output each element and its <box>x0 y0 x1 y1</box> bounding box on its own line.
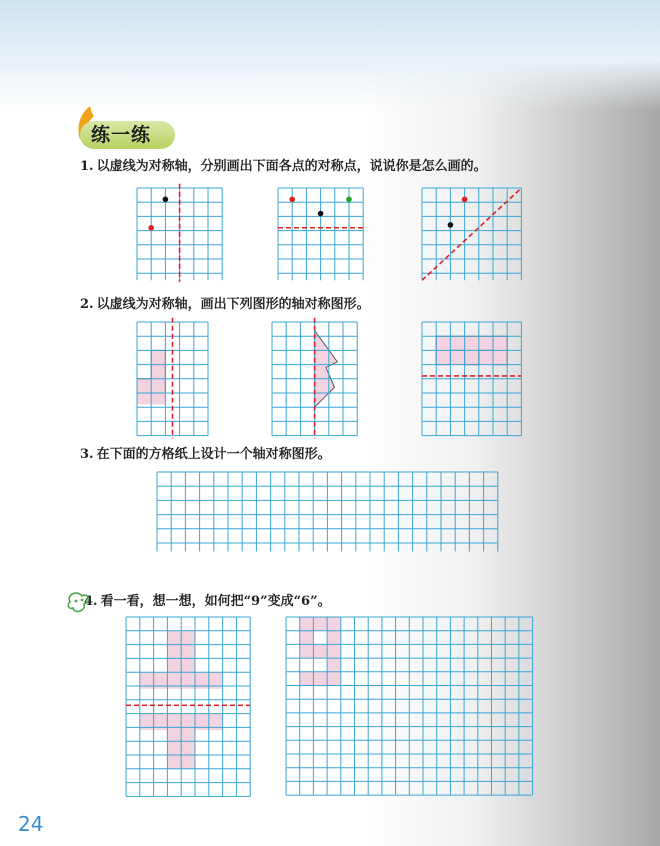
question-text: 以虚线为对称轴，画出下列图形的轴对称图形。 <box>96 297 370 312</box>
question-text: 看一看，想一想，如何把“9”变成“6”。 <box>100 594 331 609</box>
marked-point <box>346 197 352 203</box>
page-header-gradient <box>0 0 660 110</box>
section-title: 练一练 <box>91 124 152 146</box>
q2-grid-shape-arrow <box>272 322 358 434</box>
q1-grid-diagonal-axis <box>422 188 522 280</box>
shape-fill-cell <box>300 644 341 658</box>
question-text: 在下面的方格纸上设计一个轴对称图形。 <box>96 447 331 462</box>
question-2 <box>80 296 370 314</box>
marked-point <box>448 222 454 228</box>
marked-point <box>289 197 295 203</box>
q2-grid-shape-left <box>137 322 209 434</box>
q4-grid-shang-xia <box>126 617 252 797</box>
shape-polygon <box>315 331 338 408</box>
q1-grid-vertical-axis <box>137 188 223 280</box>
question-number: 4. <box>84 594 98 609</box>
marked-point <box>148 225 154 231</box>
page-number: 24 <box>18 812 44 836</box>
question-3 <box>80 446 331 464</box>
question-number: 1. <box>80 159 94 174</box>
marked-point <box>318 211 324 217</box>
thinking-face-icon <box>64 588 94 618</box>
marked-point <box>163 197 169 203</box>
question-number: 3. <box>80 447 94 462</box>
q2-grid-shape-top <box>422 322 522 434</box>
marked-point <box>462 197 468 203</box>
question-number: 2. <box>80 297 94 312</box>
shape-fill-cell <box>300 672 341 686</box>
question-text: 以虚线为对称轴，分别画出下面各点的对称点，说说你是怎么画的。 <box>96 159 487 174</box>
question-1 <box>80 158 487 176</box>
q3-design-grid <box>157 472 501 552</box>
q4-grid-nine <box>286 617 532 797</box>
q1-grid-horizontal-axis <box>278 188 364 280</box>
question-4 <box>84 593 331 611</box>
